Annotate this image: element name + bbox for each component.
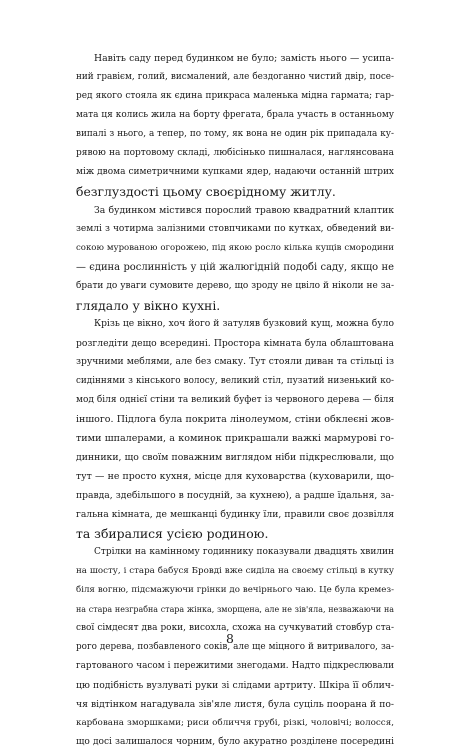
- text-line: За будинком містився порослий травою квадратний клаптик: [94, 205, 394, 216]
- text-line: ред якого стояла як єдина прикраса маленька мідна гармата; гар-: [76, 91, 394, 101]
- text-line: чя відтінком нагадувала зів'яле листя, була суціль поорана й по-: [76, 699, 394, 710]
- text-line: брати до уваги сумовите дерево, що зроду не цвіло й ніколи не за-: [76, 281, 394, 291]
- text-line: сидіннями з кінського волосу, великий стіл, пузатий низенький ко-: [76, 376, 394, 386]
- page-number: 8: [226, 631, 234, 646]
- text-line: випалі з нього, а тепер, по тому, як вона не один рік припадала ку-: [76, 129, 394, 139]
- text-line: тут — не просто кухня, місце для куховарства (куховарили, що-: [76, 471, 394, 482]
- text-line: безглуздості цьому своєрідному житлу.: [76, 184, 336, 199]
- text-line: мод біля однієї стіни та великий буфет із червоного дерева — біля: [76, 395, 394, 405]
- text-line: правда, здебільшого в посудній, за кухнею), а радше їдальня, за-: [76, 490, 394, 501]
- text-line: іншого. Підлога була покрита лінолеумом, стіни обклеєні жов-: [76, 414, 394, 425]
- text-line: гартованого часом і пережитими знегодами. Надто підкреслювали: [76, 661, 394, 671]
- text-line: сокою мурованою огорожею, під якою росло кілька кущів смородини: [76, 243, 394, 253]
- text-line: біля вогню, підсмажуючи грінки до вечірнього чаю. Це була кремез-: [76, 585, 394, 595]
- text-line: — єдина рослинність у цій жалюгідній подобі саду, якщо не: [76, 262, 394, 273]
- text-line: ний гравієм, голий, висмалений, але бездоганно чистий двір, посе-: [76, 72, 394, 82]
- text-line: свої сімдесят два роки, висохла, схожа на сучкуватий стовбур ста-: [76, 623, 394, 633]
- paragraph-3: [76, 315, 394, 543]
- text-line: Навіть саду перед будинком не було; замість нього — усипа-: [94, 53, 394, 64]
- text-line: гальна кімната, де мешканці будинку їли, правили своє дозвілля: [76, 509, 394, 520]
- paragraph-1: [76, 49, 394, 201]
- text-line: глядало у вікно кухні.: [76, 298, 221, 313]
- text-line: та збиралися усією родиною.: [76, 526, 269, 541]
- text-line: тими шпалерами, а коминок прикрашали важкі мармурові го-: [76, 433, 394, 444]
- text-line: рого дерева, позбавленого соків, але ще міцного й витривалого, за-: [76, 642, 394, 652]
- text-line: на шосту, і стара бабуся Бровді вже сиділа на своєму стільці в кутку: [76, 566, 394, 576]
- text-line: між двома симетричними купками ядер, надаючи останній штрих: [76, 167, 394, 177]
- text-line: зручними меблями, але без смаку. Тут стояли диван та стільці із: [76, 357, 394, 367]
- text-line: Стрілки на камінному годиннику показували двадцять хвилин: [94, 547, 394, 557]
- paragraph-2: [76, 201, 394, 315]
- text-line: на стара незграбна стара жінка, зморщена, але не зів'яла, незважаючи на: [76, 605, 394, 614]
- text-line: Крізь це вікно, хоч його й затуляв бузковий кущ, можна було: [94, 319, 394, 329]
- text-line: карбована зморшками; риси обличчя грубі, різкі, чоловічі; волосся,: [76, 718, 394, 728]
- text-line: мата ця колись жила на борту фрегата, брала участь в останньому: [76, 110, 394, 120]
- text-line: динники, що своїм поважним виглядом ніби підкреслювали, що: [76, 452, 394, 463]
- text-line: що досі залишалося чорним, було акуратно розділене посередині: [76, 737, 394, 747]
- text-line: рявою на портовому складі, любісінько пишналася, наглянсована: [76, 148, 394, 158]
- page-body: [76, 49, 394, 752]
- text-line: цю подібність вузлуваті руки зі слідами артриту. Шкіра її облич-: [76, 680, 394, 691]
- text-line: землі з чотирма залізними стовпчиками по кутках, обведений ви-: [76, 224, 394, 234]
- text-line: розгледіти дещо всередині. Простора кімната була облаштована: [76, 338, 394, 349]
- paragraph-4: [76, 543, 394, 752]
